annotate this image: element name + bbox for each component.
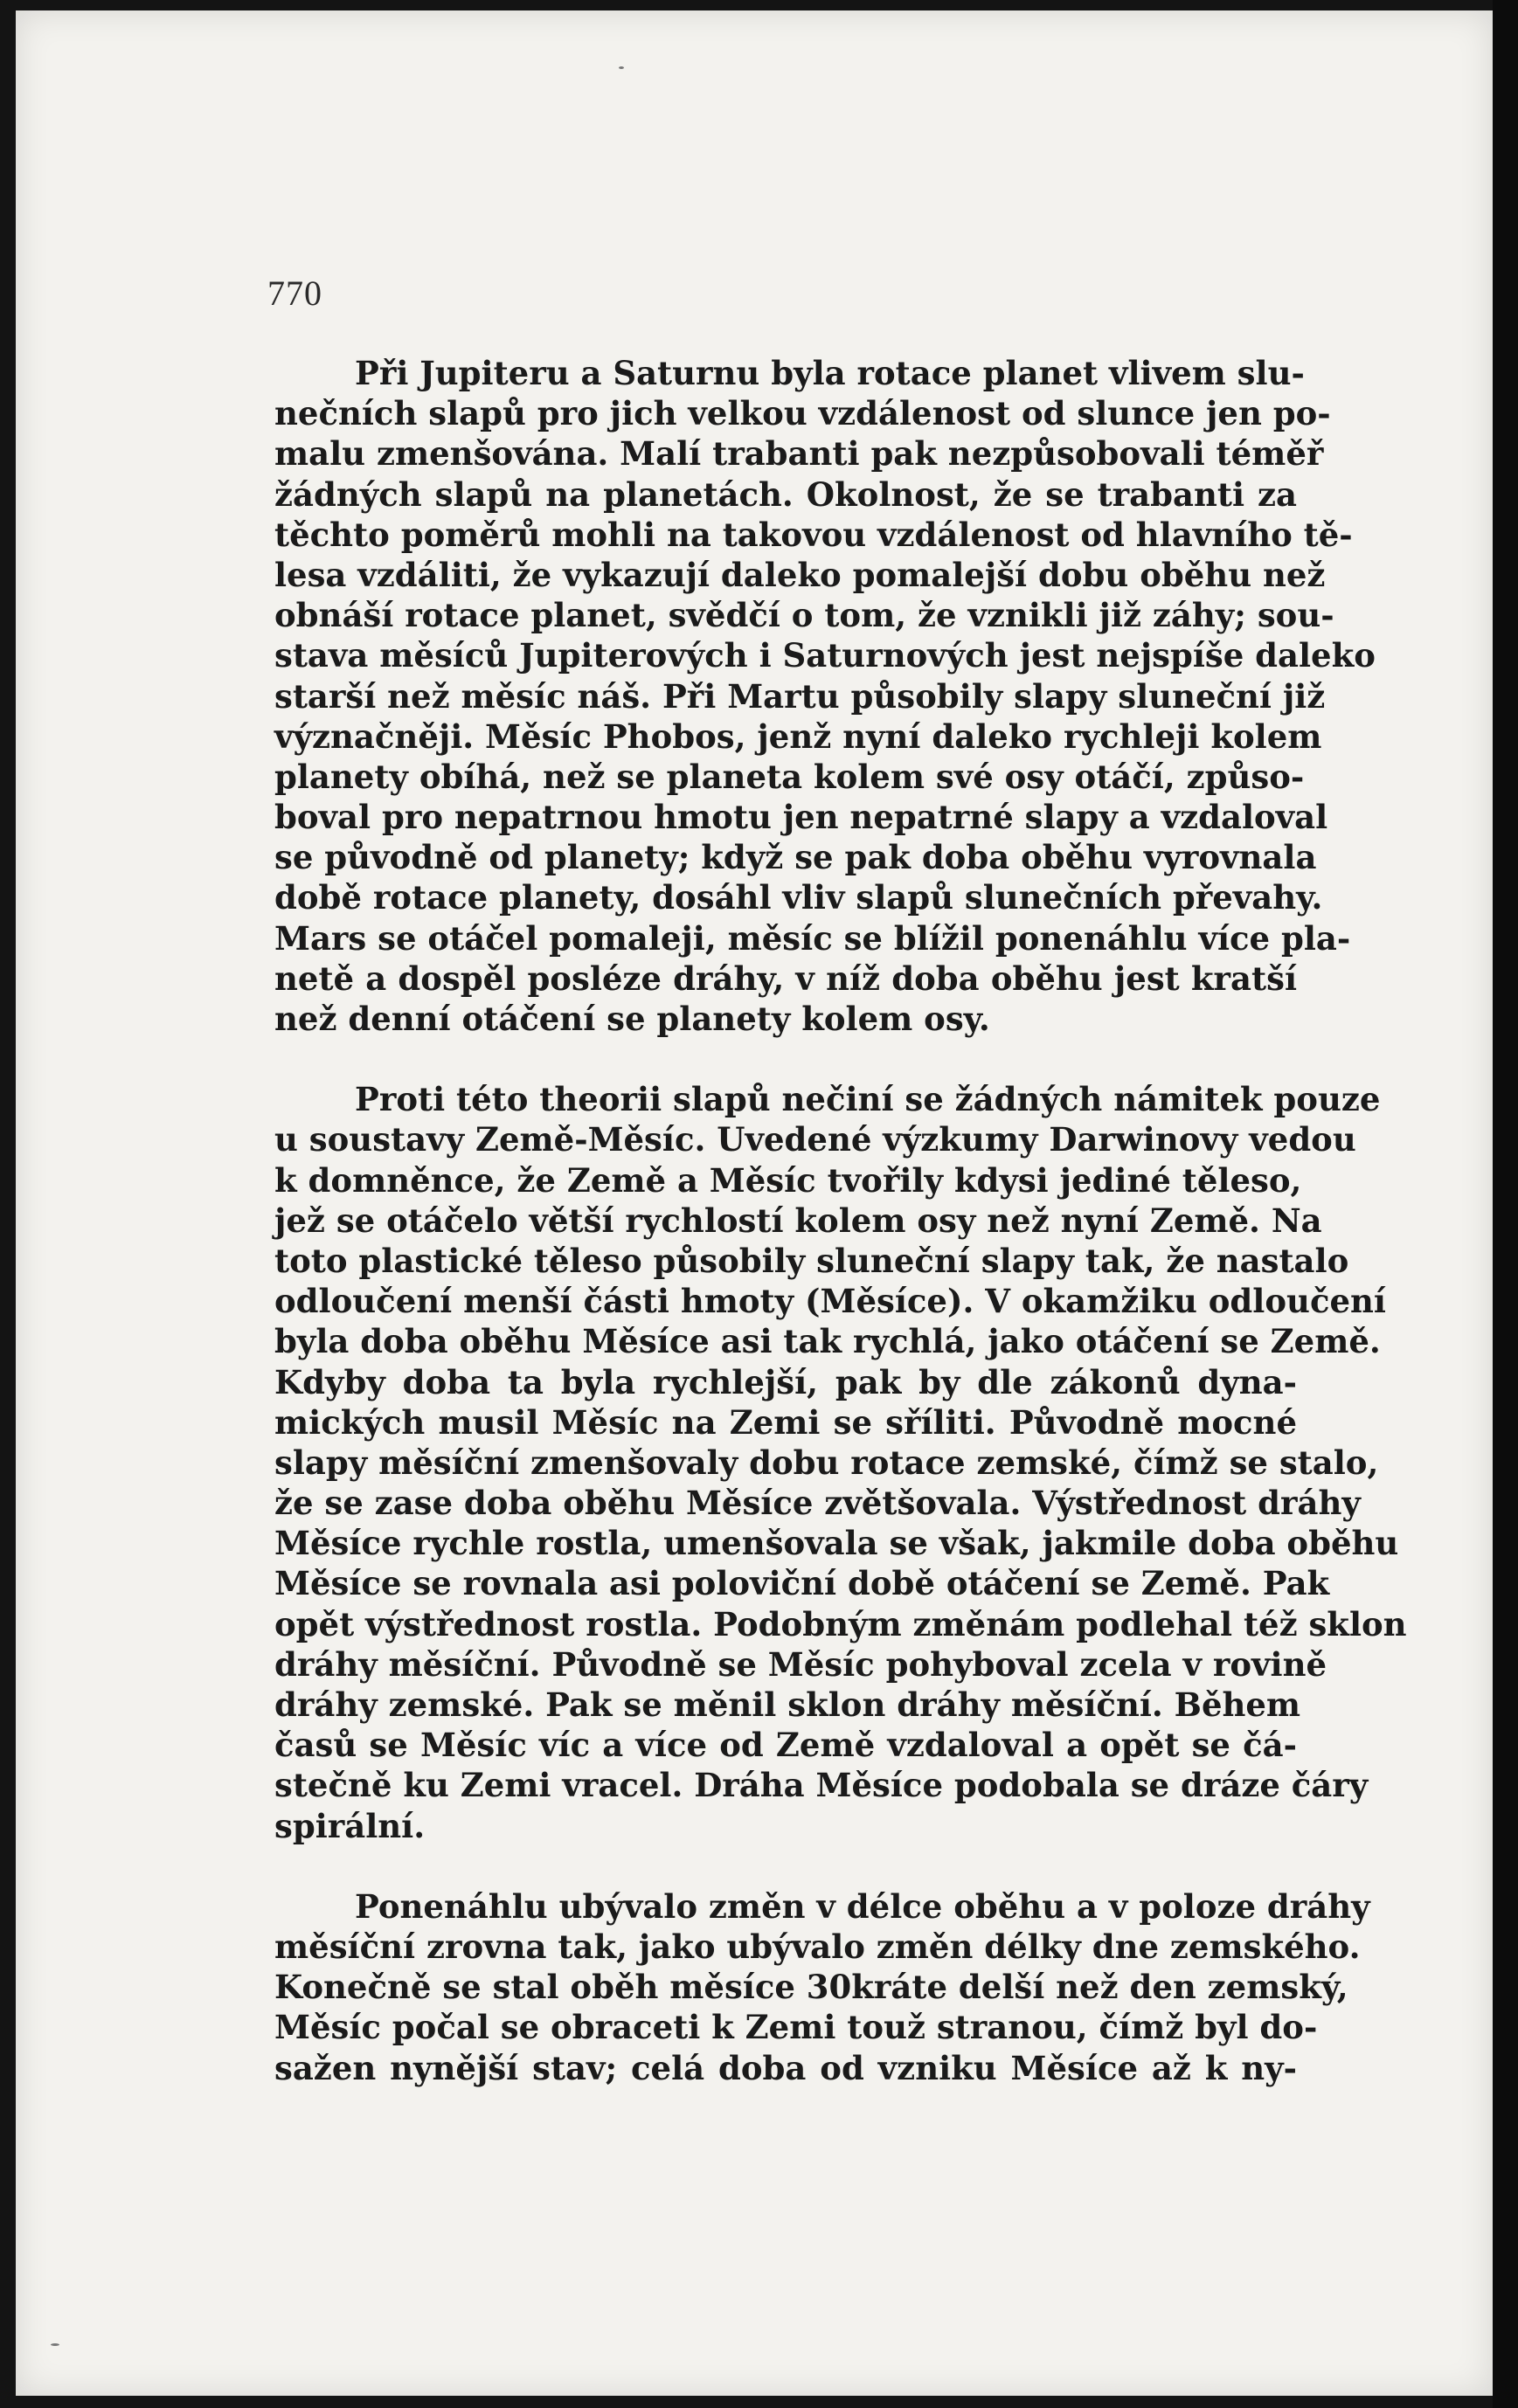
text-line: mických musil Měsíc na Zemi se sříliti. Původně mocné bbox=[274, 1402, 1297, 1442]
text-line: u soustavy Země-Měsíc. Uvedené výzkumy Darwinovy vedou bbox=[274, 1120, 1356, 1159]
text-line: stečně ku Zemi vracel. Dráha Měsíce podobala se dráze čáry bbox=[274, 1766, 1369, 1805]
text-line: sažen nynější stav; celá doba od vzniku Měsíce až k ny- bbox=[274, 2048, 1297, 2087]
text-line: Ponenáhlu ubývalo změn v délce oběhu a v poloze dráhy bbox=[355, 1886, 1370, 1926]
text-line: nečních slapů pro jich velkou vzdálenost od slunce jen po- bbox=[274, 394, 1331, 433]
text-line: odloučení menší části hmoty (Měsíce). V okamžiku odloučení bbox=[274, 1282, 1386, 1321]
text-line: žádných slapů na planetách. Okolnost, že se trabanti za bbox=[274, 474, 1297, 514]
text-line: Mars se otáčel pomaleji, měsíc se blížil ponenáhlu více pla- bbox=[274, 918, 1351, 958]
text-line: dráhy zemské. Pak se měnil sklon dráhy měsíční. Během bbox=[274, 1685, 1301, 1724]
text-line: než denní otáčení se planety kolem osy. bbox=[274, 1000, 990, 1038]
text-line: netě a dospěl posléze dráhy, v níž doba oběhu jest kratší bbox=[274, 958, 1297, 998]
text-line: spirální. bbox=[274, 1806, 426, 1845]
ink-speck bbox=[619, 66, 624, 69]
text-line: Měsíc počal se obraceti k Zemi touž stranou, čímž byl do- bbox=[274, 2008, 1318, 2047]
text-line: těchto poměrů mohli na takovou vzdálenost od hlavního tě- bbox=[274, 515, 1353, 554]
text-line: byla doba oběhu Měsíce asi tak rychlá, jako otáčení se Země. bbox=[274, 1322, 1381, 1361]
text-line: se původně od planety; když se pak doba oběhu vyrovnala bbox=[274, 838, 1317, 877]
text-line: časů se Měsíc víc a více od Země vzdaloval a opět se čá- bbox=[274, 1726, 1297, 1765]
text-line: Konečně se stal oběh měsíce 30kráte delší než den zemský, bbox=[274, 1968, 1348, 2007]
text-line: opět výstřednost rostla. Podobným změnám podlehal též sklon bbox=[274, 1604, 1407, 1643]
text-line: boval pro nepatrnou hmotu jen nepatrné slapy a vzdaloval bbox=[274, 798, 1328, 837]
text-line: Měsíce rychle rostla, umenšovala se však, jakmile doba oběhu bbox=[274, 1524, 1399, 1563]
text-line: měsíční zrovna tak, jako ubývalo změn délky dne zemského. bbox=[274, 1927, 1361, 1966]
text-line: starší než měsíc náš. Při Martu působily slapy sluneční již bbox=[274, 676, 1326, 716]
text-line: že se zase doba oběhu Měsíce zvětšovala. Výstřednost dráhy bbox=[274, 1484, 1361, 1523]
ink-speck bbox=[51, 2343, 59, 2346]
text-line: stava měsíců Jupiterových i Saturnových jest nejspíše daleko bbox=[274, 636, 1376, 675]
text-line: toto plastické těleso působily sluneční slapy tak, že nastalo bbox=[274, 1241, 1349, 1280]
text-line: lesa vzdáliti, že vykazují daleko pomalejší dobu oběhu než bbox=[274, 555, 1326, 594]
text-line: k domněnce, že Země a Měsíc tvořily kdysi jediné těleso, bbox=[274, 1160, 1302, 1200]
text-line: význačněji. Měsíc Phobos, jenž nyní daleko rychleji kolem bbox=[274, 716, 1322, 756]
body-text bbox=[274, 353, 1407, 2088]
text-line: dráhy měsíční. Původně se Měsíc pohyboval zcela v rovině bbox=[274, 1644, 1327, 1684]
text-line: Kdyby doba ta byla rychlejší, pak by dle zákonů dyna- bbox=[274, 1362, 1297, 1401]
paragraph-gap bbox=[274, 1846, 1297, 1886]
text-line: Měsíce se rovnala asi poloviční době otáčení se Země. Pak bbox=[274, 1564, 1330, 1603]
text-line: slapy měsíční zmenšovaly dobu rotace zemské, čímž se stalo, bbox=[274, 1443, 1379, 1482]
text-line: planety obíhá, než se planeta kolem své osy otáčí, způso- bbox=[274, 757, 1305, 796]
text-line: Při Jupiteru a Saturnu byla rotace planet vlivem slu- bbox=[355, 354, 1305, 392]
page-number: 770 bbox=[267, 273, 322, 313]
paragraph-gap bbox=[274, 1039, 1297, 1079]
text-line: malu zmenšována. Malí trabanti pak nezpůsobovali téměř bbox=[274, 434, 1324, 474]
scan-edge bbox=[1493, 0, 1518, 2408]
text-line: Proti této theorii slapů nečiní se žádných námitek pouze bbox=[355, 1080, 1381, 1119]
text-line: obnáší rotace planet, svědčí o tom, že vznikli již záhy; sou- bbox=[274, 596, 1334, 635]
text-line: době rotace planety, dosáhl vliv slapů slunečních převahy. bbox=[274, 878, 1323, 917]
text-line: jež se otáčelo větší rychlostí kolem osy než nyní Země. Na bbox=[274, 1201, 1322, 1240]
